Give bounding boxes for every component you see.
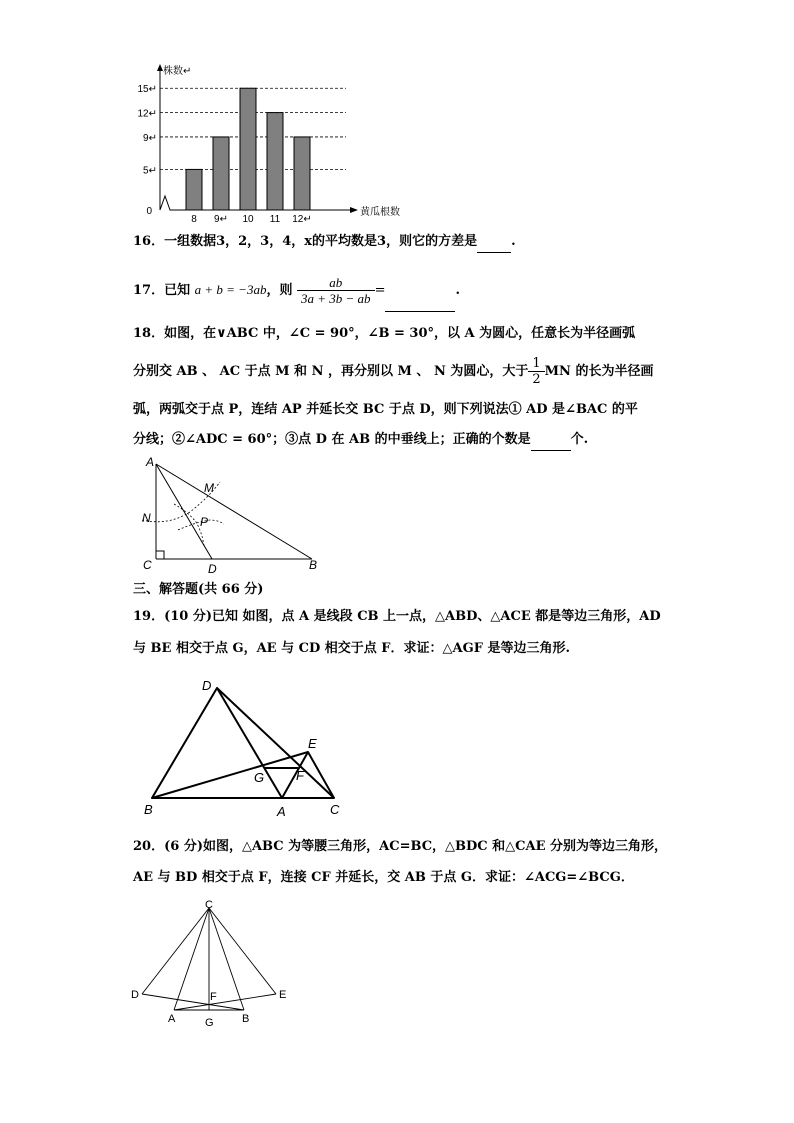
chart-x-axis-arrow (350, 207, 358, 213)
q19-line1: 19．(10 分)已知 如图，点 A 是线段 CB 上一点，△ABD、△ACE 都是等边三角形，AD (133, 609, 661, 624)
chart-y-tick-label: 9↵ (143, 132, 157, 144)
q20-label-G: G (205, 1017, 214, 1029)
q18-fraction (528, 356, 544, 387)
q20-label-D: D (131, 989, 139, 1001)
q17-sep: ，则 (266, 283, 293, 298)
q19-line2: 与 BE 相交于点 G，AE 与 CD 相交于点 F．求证：△AGF 是等边三角形. (133, 641, 570, 656)
q17-condition: a + b = −3ab (194, 282, 267, 297)
q19-label-D: D (202, 678, 212, 693)
q18-label-D: D (208, 562, 217, 576)
question-16 (133, 232, 516, 253)
q18-frac-den: 2 (528, 371, 544, 387)
chart-x-label: 黄瓜根数 (360, 207, 400, 218)
q17-fraction (297, 275, 375, 306)
chart-x-tick-label: 12↵ (292, 214, 312, 222)
q19-label-F: F (296, 768, 304, 783)
q18-label-N: N (142, 511, 151, 525)
q18-frac-num: 1 (532, 356, 541, 371)
q20-seg-CA (174, 908, 209, 1010)
q20-line2: AE 与 BD 相交于点 F，连接 CF 并延长，交 AB 于点 G．求证：∠ACG=∠BCG． (133, 870, 634, 885)
chart-bar (267, 113, 283, 210)
chart-bar (213, 137, 229, 210)
chart-axis-break (160, 196, 174, 210)
q18-label-B: B (309, 558, 318, 572)
chart-bar (240, 88, 256, 210)
q16-number: 16． (133, 234, 165, 249)
q17-answer-blank[interactable] (385, 271, 455, 312)
q18-figure (138, 452, 328, 576)
q20-figure (128, 898, 298, 1032)
q19-label-G: G (254, 770, 265, 785)
q17-eq: = (374, 283, 386, 298)
q17-frac-den: 3a + 3b − ab (297, 290, 375, 306)
chart-y-label: 株数↵ (163, 66, 192, 77)
question-17 (133, 270, 460, 312)
chart-bar (294, 137, 310, 210)
q19-figure (138, 674, 348, 820)
q19-label-A: A (277, 804, 286, 819)
chart-origin-label: 0 (146, 206, 152, 217)
chart-y-tick-label: 5↵ (143, 165, 157, 177)
q17-number: 17． (133, 283, 165, 298)
q20-line1: 20．(6 分)如图，△ABC 为等腰三角形，AC=BC，△BDC 和△CAE 分别为等边三角形， (133, 839, 668, 854)
q18-line2-post: MN 的长为半径画 (544, 364, 654, 379)
q19-label-B: B (144, 802, 153, 817)
q20-seg-CE (209, 908, 276, 994)
q18-line3: 弧，两弧交于点 P，连结 AP 并延长交 BC 于点 D，则下列说法① AD 是∠BAC 的平 (133, 402, 638, 417)
chart-y-tick-label: 15↵ (137, 84, 157, 96)
q17-frac-num: ab (329, 275, 343, 290)
q18-line2-pre: 分别交 AB 、 AC 于点 M 和 N ，再分别以 M 、 N 为圆心，大于 (133, 364, 529, 379)
q19-label-E: E (308, 736, 317, 751)
q20-label-F: F (210, 991, 217, 1003)
bar-chart (130, 62, 400, 222)
q18-line4-pre: 分线；②∠ADC = 60°；③点 D 在 AB 的中垂线上；正确的个数是 (133, 432, 531, 447)
section-3-title: 三、解答题(共 66 分) (133, 582, 264, 597)
q18-label-C: C (143, 558, 152, 572)
q18-seg-AB (156, 464, 312, 559)
q20-label-B: B (242, 1013, 250, 1025)
q18-line4 (133, 430, 588, 451)
q18-line4-post: 个. (570, 432, 589, 447)
chart-x-tick-label: 10 (242, 214, 254, 222)
q20-seg-EA (174, 994, 276, 1010)
q18-line2 (133, 352, 653, 392)
q18-label-P: P (200, 515, 209, 529)
chart-x-tick-label: 11 (269, 214, 281, 222)
q20-label-C: C (205, 899, 213, 911)
q17-prefix: 已知 (164, 283, 191, 298)
q20-seg-CD (142, 908, 209, 994)
q18-answer-blank[interactable] (531, 430, 571, 451)
q18-label-M: M (204, 481, 214, 495)
q16-end: . (511, 234, 516, 249)
q19-label-C: C (330, 802, 340, 817)
q18-line1: 18．如图，在∨ABC 中，∠C = 90°，∠B = 30°，以 A 为圆心，任意长为半径画弧 (133, 326, 636, 341)
chart-bar (186, 169, 202, 210)
q18-label-A: A (146, 455, 155, 469)
q16-answer-blank[interactable] (477, 232, 511, 253)
q20-seg-DB (142, 994, 244, 1010)
q20-label-A: A (168, 1013, 176, 1025)
q18-right-angle-mark (156, 551, 164, 559)
chart-y-tick-label: 12↵ (137, 108, 157, 120)
q20-label-E: E (279, 989, 287, 1001)
q17-end: . (455, 283, 460, 298)
chart-x-tick-label: 9↵ (214, 214, 228, 222)
q16-text: 一组数据3，2，3，4，x的平均数是3，则它的方差是 (164, 234, 478, 249)
chart-x-tick-label: 8 (191, 214, 197, 222)
